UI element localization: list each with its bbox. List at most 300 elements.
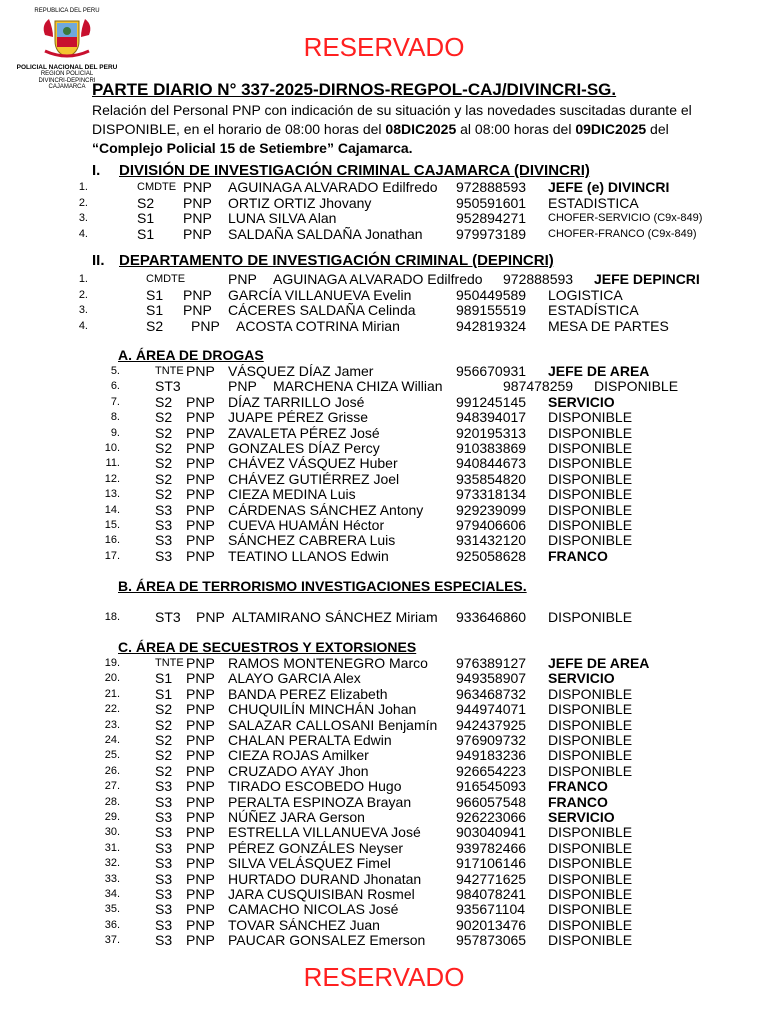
rank-label: S2 xyxy=(155,762,173,779)
rank-label: S2 xyxy=(155,747,173,764)
personnel-name: ESTRELLA VILLANUEVA José xyxy=(228,824,421,841)
phone-number: 991245145 xyxy=(456,393,527,410)
rank-label: ST3 xyxy=(155,378,181,395)
personnel-row xyxy=(0,717,768,733)
rank-label: S3 xyxy=(155,547,173,564)
institution-label: PNP xyxy=(183,210,212,226)
rank-label: S2 xyxy=(155,440,173,456)
row-number: 1. xyxy=(78,181,88,193)
personnel-name: CIEZA MEDINA Luis xyxy=(228,486,356,503)
personnel-name: TIRADO ESCOBEDO Hugo xyxy=(228,778,402,795)
institution-label: PNP xyxy=(186,440,215,456)
row-number: 20. xyxy=(104,672,120,685)
status-note: LOGISTICA xyxy=(548,286,623,303)
row-number: 34. xyxy=(104,888,120,900)
status-note: SERVICIO xyxy=(548,393,615,410)
phone-number: 950591601 xyxy=(456,194,527,211)
phone-number: 963468732 xyxy=(456,685,527,702)
personnel-row xyxy=(0,502,768,518)
row-number: 21. xyxy=(104,687,120,700)
personnel-row xyxy=(0,701,768,717)
phone-number: 903040941 xyxy=(456,824,527,841)
row-number: 35. xyxy=(104,903,120,916)
institution-label: PNP xyxy=(186,793,215,810)
desc-date-from: 08DIC2025 xyxy=(385,121,457,137)
phone-number: 942437925 xyxy=(456,716,527,733)
rank-label: S2 xyxy=(137,194,155,211)
personnel-name: GARCÍA VILLANUEVA Evelin xyxy=(228,286,412,303)
status-note: DISPONIBLE xyxy=(548,409,633,426)
phone-number: 935671104 xyxy=(456,901,526,918)
row-number: 31. xyxy=(104,841,120,854)
personnel-row xyxy=(0,917,768,933)
status-note: CHOFER-FRANCO (C9x-849) xyxy=(548,227,697,240)
phone-number: 972888593 xyxy=(456,179,527,195)
institution-label: PNP xyxy=(183,225,212,242)
institution-label: PNP xyxy=(186,470,215,487)
row-number: 4. xyxy=(78,319,88,332)
rank-label: S3 xyxy=(155,886,173,902)
row-number: 7. xyxy=(110,395,120,408)
org-sub-2: DIVINCRI-DEPINCRI xyxy=(38,77,96,84)
personnel-name: SILVA VELÁSQUEZ Fimel xyxy=(228,855,391,872)
phone-number: 976389127 xyxy=(456,655,527,671)
rank-label: S3 xyxy=(155,517,173,533)
rank-label: S3 xyxy=(155,809,173,825)
status-note: DISPONIBLE xyxy=(548,855,633,872)
row-number: 23. xyxy=(104,718,120,731)
phone-number: 973318134 xyxy=(456,486,527,503)
institution-label: PNP xyxy=(186,455,215,472)
rank-label: S1 xyxy=(155,670,173,687)
personnel-name: JARA CUSQUISIBAN Rosmel xyxy=(228,886,415,902)
row-number: 19. xyxy=(104,657,120,669)
phone-number: 984078241 xyxy=(456,886,527,902)
personnel-name: SALAZAR CALLOSANI Benjamín xyxy=(228,716,438,733)
row-number: 3. xyxy=(78,304,88,316)
status-note: DISPONIBLE xyxy=(548,747,633,764)
rank-label: S2 xyxy=(155,424,173,441)
rank-label: S2 xyxy=(155,701,173,718)
personnel-name: RAMOS MONTENEGRO Marco xyxy=(228,655,428,671)
personnel-row xyxy=(0,794,768,810)
status-note: FRANCO xyxy=(548,547,608,564)
row-number: 37. xyxy=(104,934,120,947)
phone-number: 933646860 xyxy=(456,609,527,625)
rank-label: S1 xyxy=(137,225,155,242)
personnel-row xyxy=(0,809,768,825)
status-note: DISPONIBLE xyxy=(548,486,633,503)
rank-label: S1 xyxy=(146,286,164,303)
status-note: DISPONIBLE xyxy=(548,455,633,472)
row-number: 2. xyxy=(78,196,88,209)
status-note: DISPONIBLE xyxy=(548,470,633,487)
personnel-name: CHALAN PERALTA Edwin xyxy=(228,732,392,748)
status-note: JEFE DE AREA xyxy=(548,655,650,671)
phone-number: 902013476 xyxy=(456,916,527,933)
desc-location: “Complejo Policial 15 de Setiembre” Cajamarca. xyxy=(92,140,413,156)
phone-number: 939782466 xyxy=(456,839,527,856)
row-number: 13. xyxy=(104,488,120,501)
personnel-row xyxy=(0,287,768,303)
row-number: 18. xyxy=(104,611,120,623)
row-number: 22. xyxy=(104,703,120,716)
row-number: 3. xyxy=(78,212,88,224)
status-note: MESA DE PARTES xyxy=(548,317,669,334)
rank-label: S3 xyxy=(155,839,173,856)
phone-number: 952894271 xyxy=(456,210,527,226)
row-number: 27. xyxy=(104,780,120,793)
status-note: SERVICIO xyxy=(548,809,615,825)
status-note: DISPONIBLE xyxy=(548,916,633,933)
institution-label: PNP xyxy=(186,486,215,503)
row-number: 8. xyxy=(110,411,120,424)
row-number: 14. xyxy=(104,503,120,516)
section-title: DEPARTAMENTO DE INVESTIGACIÓN CRIMINAL (DEPINCRI) xyxy=(119,252,554,269)
rank-label: TNTE xyxy=(155,657,184,669)
section-title: DIVISIÓN DE INVESTIGACIÓN CRIMINAL CAJAMARCA (DIVINCRI) xyxy=(119,162,590,179)
personnel-row xyxy=(0,378,768,394)
phone-number: 940844673 xyxy=(456,455,527,472)
rank-label: S2 xyxy=(155,732,173,748)
personnel-name: CÁCERES SALDAÑA Celinda xyxy=(228,302,416,318)
personnel-row xyxy=(0,302,768,318)
personnel-row xyxy=(0,763,768,779)
personnel-name: ORTIZ ORTIZ Jhovany xyxy=(228,194,372,211)
rank-label: S3 xyxy=(155,793,173,810)
status-note: DISPONIBLE xyxy=(548,501,633,518)
logo-top-text: REPUBLICA DEL PERU xyxy=(34,8,100,14)
status-note: DISPONIBLE xyxy=(548,701,633,718)
rank-label: S1 xyxy=(155,685,173,702)
institution-label: PNP xyxy=(196,609,225,625)
row-number: 5. xyxy=(110,365,120,377)
rank-label: S2 xyxy=(146,317,164,334)
status-note: FRANCO xyxy=(548,778,608,795)
personnel-name: CÁRDENAS SÁNCHEZ Antony xyxy=(228,501,424,518)
rank-label: S3 xyxy=(155,855,173,872)
personnel-row xyxy=(0,778,768,794)
document-title: PARTE DIARIO N° 337-2025-DIRNOS-REGPOL-CAJ/DIVINCRI-SG. xyxy=(92,80,617,99)
phone-number: 976909732 xyxy=(456,732,527,748)
phone-number: 925058628 xyxy=(456,547,527,564)
institution-label: PNP xyxy=(186,547,215,564)
personnel-row xyxy=(0,210,768,226)
reserved-stamp-top: RESERVADO xyxy=(303,32,465,62)
personnel-row xyxy=(0,195,768,211)
institution-label: PNP xyxy=(186,732,215,748)
phone-number: 949358907 xyxy=(456,670,527,687)
institution-label: PNP xyxy=(186,670,215,687)
row-number: 6. xyxy=(110,380,120,393)
area-title: A. ÁREA DE DROGAS xyxy=(118,347,264,363)
institution-label: PNP xyxy=(228,271,257,287)
institution-label: PNP xyxy=(186,809,215,825)
row-number: 4. xyxy=(78,227,88,240)
personnel-row xyxy=(0,886,768,902)
personnel-row xyxy=(0,425,768,441)
phone-number: 926223066 xyxy=(456,809,527,825)
phone-number: 916545093 xyxy=(456,778,527,795)
rank-label: CMDTE xyxy=(146,273,186,285)
institution-label: PNP xyxy=(186,501,215,518)
institution-label: PNP xyxy=(183,302,212,318)
row-number: 1. xyxy=(78,273,88,285)
personnel-name: CIEZA ROJAS Amilker xyxy=(228,747,369,764)
row-number: 16. xyxy=(104,534,120,547)
personnel-row xyxy=(0,271,768,287)
personnel-name: TOVAR SÁNCHEZ Juan xyxy=(228,916,380,933)
personnel-row xyxy=(0,932,768,948)
status-note: DISPONIBLE xyxy=(548,532,633,549)
row-number: 17. xyxy=(104,549,120,562)
institution-label: PNP xyxy=(186,685,215,702)
org-sub-1: REGION POLICIAL xyxy=(40,71,94,77)
desc-date-to: 09DIC2025 xyxy=(575,121,647,137)
row-number: 11. xyxy=(105,457,120,470)
row-number: 15. xyxy=(104,519,120,531)
phone-number: 950449589 xyxy=(456,286,527,303)
status-note: DISPONIBLE xyxy=(548,609,633,625)
personnel-row xyxy=(0,409,768,425)
phone-number: 989155519 xyxy=(456,302,527,318)
rank-label: S3 xyxy=(155,532,173,549)
personnel-name: MARCHENA CHIZA Willian xyxy=(273,378,443,395)
personnel-name: NÚÑEZ JARA Gerson xyxy=(228,809,365,825)
personnel-row xyxy=(0,179,768,195)
personnel-name: CUEVA HUAMÁN Héctor xyxy=(228,517,385,533)
status-note: DISPONIBLE xyxy=(548,762,633,779)
status-note: DISPONIBLE xyxy=(548,886,633,902)
row-number: 29. xyxy=(104,811,120,823)
personnel-name: PÉREZ GONZÁLES Neyser xyxy=(228,839,404,856)
rank-label: S3 xyxy=(155,870,173,887)
phone-number: 957873065 xyxy=(456,932,527,949)
rank-label: CMDTE xyxy=(137,181,177,193)
row-number: 2. xyxy=(78,288,88,301)
rank-label: S3 xyxy=(155,824,173,841)
status-note: DISPONIBLE xyxy=(548,716,633,733)
institution-label: PNP xyxy=(186,701,215,718)
row-number: 33. xyxy=(104,872,120,885)
phone-number: 920195313 xyxy=(456,424,527,441)
phone-number: 944974071 xyxy=(456,701,527,718)
area-terrorismo-heading xyxy=(118,578,527,594)
rank-label: S3 xyxy=(155,901,173,918)
rank-label: S3 xyxy=(155,916,173,933)
personnel-row xyxy=(0,471,768,487)
row-number: 9. xyxy=(110,426,120,439)
document-description xyxy=(92,101,704,158)
personnel-name: AGUINAGA ALVARADO Edilfredo xyxy=(228,179,438,195)
status-note: JEFE (e) DIVINCRI xyxy=(548,179,670,195)
personnel-row xyxy=(0,732,768,748)
area-title: B. ÁREA DE TERRORISMO INVESTIGACIONES ESPECIALES. xyxy=(118,578,527,594)
row-number: 24. xyxy=(104,734,120,746)
rank-label: S2 xyxy=(155,470,173,487)
status-note: DISPONIBLE xyxy=(548,517,633,533)
personnel-row xyxy=(0,871,768,887)
institution-label: PNP xyxy=(186,778,215,795)
personnel-name: CHUQUILÍN MINCHÁN Johan xyxy=(228,701,417,718)
personnel-row xyxy=(0,824,768,840)
institution-label: PNP xyxy=(186,824,215,841)
status-note: ESTADISTICA xyxy=(548,194,639,211)
rank-label: S2 xyxy=(155,455,173,472)
row-number: 30. xyxy=(104,826,120,839)
personnel-name: PAUCAR GONSALEZ Emerson xyxy=(228,932,426,949)
status-note: DISPONIBLE xyxy=(548,440,633,456)
personnel-row xyxy=(0,670,768,686)
phone-number: 926654223 xyxy=(456,762,527,779)
personnel-row xyxy=(0,394,768,410)
personnel-name: TEATINO LLANOS Edwin xyxy=(228,547,389,564)
institution-label: PNP xyxy=(186,901,215,918)
status-note: DISPONIBLE xyxy=(594,378,679,395)
section-number: II. xyxy=(92,252,105,269)
phone-number: 956670931 xyxy=(456,363,527,379)
desc-text-3: del xyxy=(646,121,669,137)
status-note: DISPONIBLE xyxy=(548,901,633,918)
phone-number: 948394017 xyxy=(456,409,527,426)
rank-label: S3 xyxy=(155,778,173,795)
row-number: 10. xyxy=(104,442,120,454)
personnel-name: PERALTA ESPINOZA Brayan xyxy=(228,793,412,810)
rank-label: ST3 xyxy=(155,609,181,625)
phone-number: 949183236 xyxy=(456,747,527,764)
status-note: JEFE DE AREA xyxy=(548,363,650,379)
phone-number: 972888593 xyxy=(503,271,574,287)
status-note: DISPONIBLE xyxy=(548,732,633,748)
personnel-name: DÍAZ TARRILLO José xyxy=(228,393,365,410)
institution-label: PNP xyxy=(186,393,215,410)
institution-label: PNP xyxy=(186,870,215,887)
personnel-row xyxy=(0,455,768,471)
rank-label: S2 xyxy=(155,486,173,503)
section-number: I. xyxy=(92,162,101,179)
status-note: FRANCO xyxy=(548,793,608,810)
section-divincri-heading xyxy=(92,162,590,179)
status-note: DISPONIBLE xyxy=(548,424,633,441)
personnel-row xyxy=(0,440,768,456)
institution-label: PNP xyxy=(186,517,215,533)
phone-number: 979973189 xyxy=(456,225,527,242)
row-number: 32. xyxy=(104,857,120,870)
row-number: 36. xyxy=(104,918,120,931)
personnel-name: GONZALES DÍAZ Percy xyxy=(228,440,380,456)
phone-number: 935854820 xyxy=(456,470,527,487)
personnel-name: ZAVALETA PÉREZ José xyxy=(228,424,380,441)
personnel-row xyxy=(0,532,768,548)
personnel-row xyxy=(0,855,768,871)
phone-number: 910383869 xyxy=(456,440,527,456)
area-drogas-heading xyxy=(118,347,264,363)
personnel-row xyxy=(0,901,768,917)
institution-label: PNP xyxy=(186,424,215,441)
institution-label: PNP xyxy=(186,932,215,949)
personnel-name: HURTADO DURAND Jhonatan xyxy=(228,870,422,887)
phone-number: 987478259 xyxy=(503,378,574,395)
status-note: JEFE DEPINCRI xyxy=(594,271,700,287)
personnel-row xyxy=(0,548,768,564)
personnel-row xyxy=(0,318,768,334)
area-secuestros-heading xyxy=(118,639,416,655)
personnel-name: JUAPE PÉREZ Grisse xyxy=(228,409,369,426)
institution-label: PNP xyxy=(191,317,220,334)
rank-label: S3 xyxy=(155,501,173,518)
personnel-row xyxy=(0,655,768,671)
institution-label: PNP xyxy=(186,839,215,856)
institution-label: PNP xyxy=(186,886,215,902)
rank-label: S1 xyxy=(137,210,155,226)
status-note: ESTADÍSTICA xyxy=(548,302,639,318)
institution-label: PNP xyxy=(183,286,212,303)
phone-number: 942819324 xyxy=(456,317,527,334)
personnel-name: VÁSQUEZ DÍAZ Jamer xyxy=(228,363,374,379)
institution-label: PNP xyxy=(183,194,212,211)
phone-number: 979406606 xyxy=(456,517,527,533)
reserved-stamp-bottom: RESERVADO xyxy=(303,962,465,992)
rank-label: S2 xyxy=(155,393,173,410)
phone-number: 966057548 xyxy=(456,793,527,810)
institution-label: PNP xyxy=(186,916,215,933)
rank-label: S2 xyxy=(155,409,173,426)
org-sub-3: CAJAMARCA xyxy=(48,84,86,90)
rank-label: TNTE xyxy=(155,365,184,377)
phone-number: 917106146 xyxy=(456,855,527,872)
status-note: DISPONIBLE xyxy=(548,685,633,702)
personnel-row xyxy=(0,486,768,502)
personnel-row xyxy=(0,517,768,533)
personnel-name: SÁNCHEZ CABRERA Luis xyxy=(228,532,396,549)
personnel-name: CHÁVEZ GUTIÉRREZ Joel xyxy=(228,470,400,487)
org-name: POLICIAL NACIONAL DEL PERU xyxy=(16,63,118,71)
status-note: CHOFER-SERVICIO (C9x-849) xyxy=(548,212,703,224)
row-number: 26. xyxy=(104,764,120,777)
institution-label: PNP xyxy=(186,716,215,733)
institution-label: PNP xyxy=(186,409,215,426)
row-number: 12. xyxy=(104,472,120,485)
personnel-name: CHÁVEZ VÁSQUEZ Huber xyxy=(228,455,398,472)
institution-label: PNP xyxy=(186,855,215,872)
section-depincri-heading xyxy=(92,252,554,269)
area-title: C. ÁREA DE SECUESTROS Y EXTORSIONES xyxy=(118,639,417,655)
rank-label: S1 xyxy=(146,302,164,318)
institution-label: PNP xyxy=(186,747,215,764)
institution-label: PNP xyxy=(186,532,215,549)
rank-label: S3 xyxy=(155,932,173,949)
status-note: DISPONIBLE xyxy=(548,932,633,949)
institution-label: PNP xyxy=(228,378,257,395)
phone-number: 942771625 xyxy=(456,870,527,887)
status-note: SERVICIO xyxy=(548,670,615,687)
personnel-row xyxy=(0,609,768,625)
personnel-row xyxy=(0,226,768,242)
row-number: 25. xyxy=(104,749,120,762)
personnel-name: CAMACHO NICOLAS José xyxy=(228,901,399,918)
desc-text-2: al 08:00 horas del xyxy=(456,121,576,137)
personnel-name: ALTAMIRANO SÁNCHEZ Miriam xyxy=(232,609,438,625)
personnel-name: CRUZADO AYAY Jhon xyxy=(228,762,369,779)
status-note: DISPONIBLE xyxy=(548,870,633,887)
personnel-row xyxy=(0,363,768,379)
rank-label: S2 xyxy=(155,716,173,733)
personnel-name: LUNA SILVA Alan xyxy=(228,210,337,226)
phone-number: 929239099 xyxy=(456,501,527,518)
desc-text-1: Relación del Personal PNP con indicación de su situación y las novedades suscitadas durante el DISPONIBLE, en el horario de 08:00 horas del xyxy=(92,102,692,137)
institution-label: PNP xyxy=(186,655,215,671)
personnel-row xyxy=(0,686,768,702)
